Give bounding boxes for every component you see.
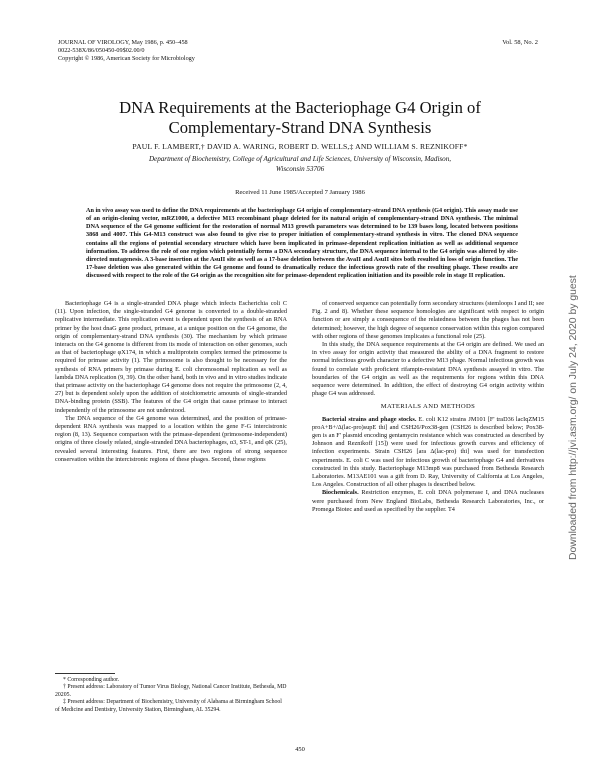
body-paragraph: Bacteriophage G4 is a single-stranded DNA phage which infects Escherichia coli C (11). Upon infection, the single-stranded G4 genome is converted to a double-stranded replicative intermediate. This replication event is dependent upon the synthesis of an RNA primer by the host dnaG gene product, primase, at a unique position on the G4 genome, the origin of complementary-strand DNA synthesis (30). The mechanism by which primase interacts on the G4 genome is different from its mode of interaction on other genomes, such as that of bacteriophage φX174, in which a multiprotein complex termed the primosome is required for primase activity (1). The primosome is also thought to be necessary for the synthesis of RNA primers by primase during E. coli chromosomal replication as well as lambda DNA replication (9, 39). On the other hand, both in vivo and in vitro studies indicate that primase activity on the bacteriophage G4 genome does not require the primosome (2, 4, 27) but is dependent solely upon the addition of stoichiometric amounts of single-stranded DNA-binding protein (SSB). The features of the G4 origin that cause primase to interact independently of the primosome are not understood. (55, 300, 287, 414)
section-heading: MATERIALS AND METHODS (380, 403, 476, 411)
journal-citation: JOURNAL OF VIROLOGY, May 1986, p. 450–458 (58, 39, 188, 46)
affiliation-line-1: Department of Biochemistry, College of Agricultural and Life Sciences, University of Wisconsin, Madison, (148, 155, 452, 163)
footnote-dagger: † Present address: Laboratory of Tumor Virus Biology, National Cancer Institute, Bethesda, MD 20205. (55, 684, 287, 698)
paragraph-text: E. coli K12 strains JM101 [F' traD36 lacIqZM15 proA+B+/Δ(lac-pro)supE thi] and CSH26/Pox38-gen (CSH26 is described below; Pox38-gen is an F' plasmid encoding gentamycin resistance which was constructed as described by Johnson and Reznikoff [15]) were used for infectious growth curves and efficiency of infection experiments. Strain CSH26 [ara Δ(lac-pro) thi] was used for transfection experiments. E. coli C was used for infectious growth of bacteriophage G4 and derivatives constructed in this study. Bacteriophage M13mp8 was purchased from Bethesda Research Laboratories. M13AE101 was a gift from D. Ray, University of California at Los Angeles, Los Angeles. Construction of all other phages is described below. (312, 415, 544, 489)
journal-copyright: Copyright © 1986, American Society for Microbiology (58, 55, 195, 62)
run-in-heading: Biochemicals. (322, 489, 359, 497)
page-number: 450 (295, 746, 305, 753)
journal-volume: Vol. 58, No. 2 (502, 39, 538, 46)
article-title-line-2: Complementary-Strand DNA Synthesis (168, 118, 432, 137)
download-watermark: Downloaded from http://jvi.asm.org/ on July 24, 2020 by guest (568, 275, 579, 560)
body-paragraph (312, 489, 544, 514)
affiliation-line-2: Wisconsin 53706 (275, 164, 325, 173)
body-paragraph: In this study, the DNA sequence requirements at the G4 origin are defined. We used an in vivo assay for origin activity that measured the ability of a DNA fragment to restore normal infectious growth character to a defective M13 phage. Normal infectious growth was found to correlate with proficient rifampin-resistant DNA synthesis assayed in vitro. The boundaries of the G4 origin as well as the requirements for regions within this DNA sequence were determined. In addition, the effect of destroying G4 origin activity within phage G4 was addressed. (312, 341, 544, 398)
article-title-line-1: DNA Requirements at the Bacteriophage G4 Origin of (119, 98, 481, 117)
body-paragraph: of conserved sequence can potentially form secondary structures (stemloops I and II; see Fig. 2 and 8). Whether these sequence homologies are significant with respect to origin function or are simply a consequence of the relatedness between the phages has not been determined; however, the high degree of sequence conservation within this region compared with other regions of these genomes implicates a functional role (25). (312, 300, 544, 340)
body-column-right (312, 300, 544, 514)
author-list: PAUL F. LAMBERT,† DAVID A. WARING, ROBERT D. WELLS,‡ AND WILLIAM S. REZNIKOFF* (132, 142, 468, 151)
body-column-left (55, 300, 287, 464)
body-paragraph: The DNA sequence of the G4 genome was determined, and the position of primase-dependent RNA synthesis was mapped to a location within the gene F-G intercistronic region (8, 13). Sequence comparison with the primase-dependent (primosome-independent) origins of three closely related, single-stranded DNA bacteriophages, α3, ST-1, and φK (25), revealed several interesting features. First, there are two regions of strong sequence conservation within the intercistronic regions of these phages. Second, these regions (55, 414, 287, 463)
journal-issn: 0022-538X/86/050450-09$02.00/0 (58, 47, 145, 54)
journal-header (58, 39, 195, 63)
author-affiliation (80, 155, 520, 174)
received-date: Received 11 June 1985/Accepted 7 January 1986 (235, 189, 365, 196)
footnote-double-dagger: ‡ Present address: Department of Biochemistry, University of Alabama at Birmingham School of Medicine and Dentistry, University Station, Birmingham, AL 35294. (55, 699, 282, 713)
footnote-corresponding: * Corresponding author. (63, 677, 120, 683)
run-in-heading: Bacterial strains and phage stocks. (322, 415, 417, 423)
footnotes (55, 673, 287, 714)
abstract: An in vivo assay was used to define the DNA requirements at the bacteriophage G4 origin of complementary-strand DNA synthesis (G4 origin). This assay made use of an origin-cloning vector, mRZ1000, a defective M13 recombinant phage deleted for its natural origin of complementary-strand DNA synthesis. The minimal DNA sequence of the G4 genome sufficient for the restoration of normal M13 growth parameters was determined to be 139 bases long, located between positions 3868 and 4007. This G4-M13 construct was also found to give rise to proper initiation of complementary-strand synthesis in vitro. The cloned DNA sequence contains all the regions of potential secondary structure which have been implicated in primase-dependent replication initiation as well as additional sequence information. To address the role of one region which potentially forms a DNA secondary structure, the DNA sequence internal to the G4 origin was altered by site-directed mutagenesis. A 3-base insertion at the AsuII site as well as a 17-base deletion between the AvaII and AsuII sites both resulted in loss of origin function. The 17-base deletion was also generated within the G4 genome and found to dramatically reduce the infectious growth rate of the resulting phage. These results are discussed with respect to the role of the G4 origin as the recognition site for primase-dependent replication initiation and its possible role in stage II replication. (86, 207, 518, 280)
paragraph-text: Restriction enzymes, E. coli DNA polymerase I, and DNA nucleases were purchased from New England BioLabs, Bethesda Research Laboratories, Inc., or Promega Biotec and used as specified by the supplier. T4 (312, 489, 544, 513)
body-paragraph (312, 416, 544, 490)
footnote-rule (55, 673, 115, 674)
